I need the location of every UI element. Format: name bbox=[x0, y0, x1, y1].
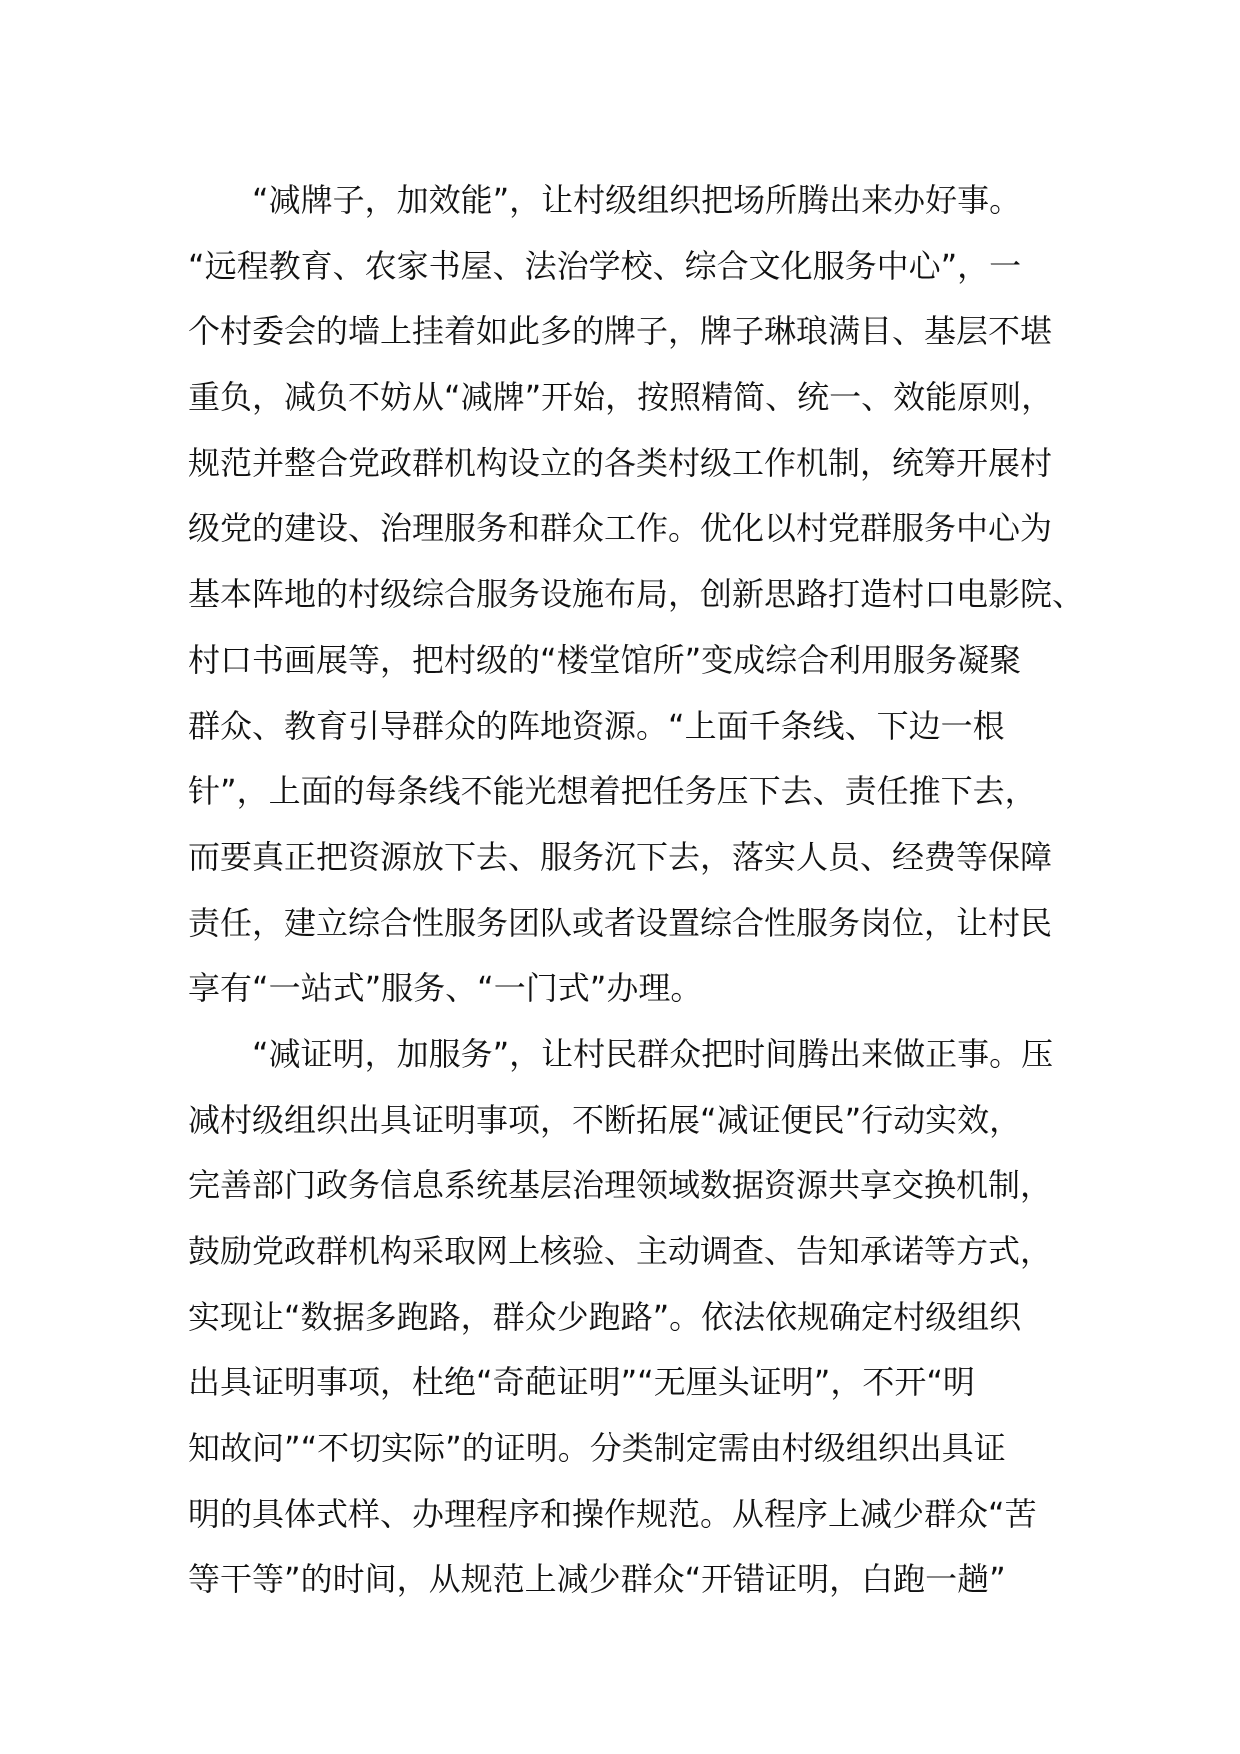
paragraph-2-line-6: 出具证明事项，杜绝“奇葩证明”“无厘头证明”，不开“明 bbox=[188, 1363, 975, 1402]
paragraph-1-line-13: 享有“一站式”服务、“一门式”办理。 bbox=[188, 969, 703, 1008]
paragraph-2-line-7: 知故问”“不切实际”的证明。分类制定需由村级组织出具证 bbox=[188, 1429, 1006, 1468]
paragraph-1-line-7: 基本阵地的村级综合服务设施布局，创新思路打造村口电影院、 bbox=[188, 575, 1085, 614]
paragraph-1-line-6: 级党的建设、治理服务和群众工作。优化以村党群服务中心为 bbox=[188, 509, 1053, 548]
paragraph-2-line-3: 完善部门政务信息系统基层治理领域数据资源共享交换机制， bbox=[188, 1166, 1053, 1205]
paragraph-1-line-5: 规范并整合党政群机构设立的各类村级工作机制，统筹开展村 bbox=[188, 443, 1053, 482]
paragraph-1-line-8: 村口书画展等，把村级的“楼堂馆所”变成综合利用服务凝聚 bbox=[188, 640, 1022, 679]
paragraph-1-line-4: 重负，减负不妨从“减牌”开始，按照精简、统一、效能原则， bbox=[188, 378, 1054, 417]
paragraph-1-line-9: 群众、教育引导群众的阵地资源。“上面千条线、下边一根 bbox=[188, 706, 1005, 745]
paragraph-2-line-9: 等干等”的时间，从规范上减少群众“开错证明，白跑一趟” bbox=[188, 1560, 1006, 1599]
paragraph-1-line-12: 责任，建立综合性服务团队或者设置综合性服务岗位，让村民 bbox=[188, 903, 1053, 942]
paragraph-2-line-4: 鼓励党政群机构采取网上核验、主动调查、告知承诺等方式， bbox=[188, 1232, 1053, 1270]
paragraph-1-line-1: “减牌子，加效能”，让村级组织把场所腾出来办好事。 bbox=[252, 181, 1022, 219]
paragraph-1-line-3: 个村委会的墙上挂着如此多的牌子，牌子琳琅满目、基层不堪 bbox=[188, 312, 1053, 351]
paragraph-2-line-8: 明的具体式样、办理程序和操作规范。从程序上减少群众“苦 bbox=[188, 1494, 1037, 1533]
paragraph-2-line-1: “减证明，加服务”，让村民群众把时间腾出来做正事。压 bbox=[252, 1034, 1054, 1073]
body-text bbox=[188, 168, 1088, 1613]
paragraph-1-line-11: 而要真正把资源放下去、服务沉下去，落实人员、经费等保障 bbox=[188, 837, 1053, 876]
paragraph-1-line-2: “远程教育、农家书屋、法治学校、综合文化服务中心”，一 bbox=[188, 246, 1022, 285]
paragraph-2-line-5: 实现让“数据多跑路，群众少跑路”。依法依规确定村级组织 bbox=[188, 1297, 1022, 1336]
paragraph-1-line-10: 针”，上面的每条线不能光想着把任务压下去、责任推下去， bbox=[188, 772, 1037, 811]
paragraph-2-line-2: 减村级组织出具证明事项，不断拓展“减证便民”行动实效， bbox=[188, 1100, 1022, 1139]
